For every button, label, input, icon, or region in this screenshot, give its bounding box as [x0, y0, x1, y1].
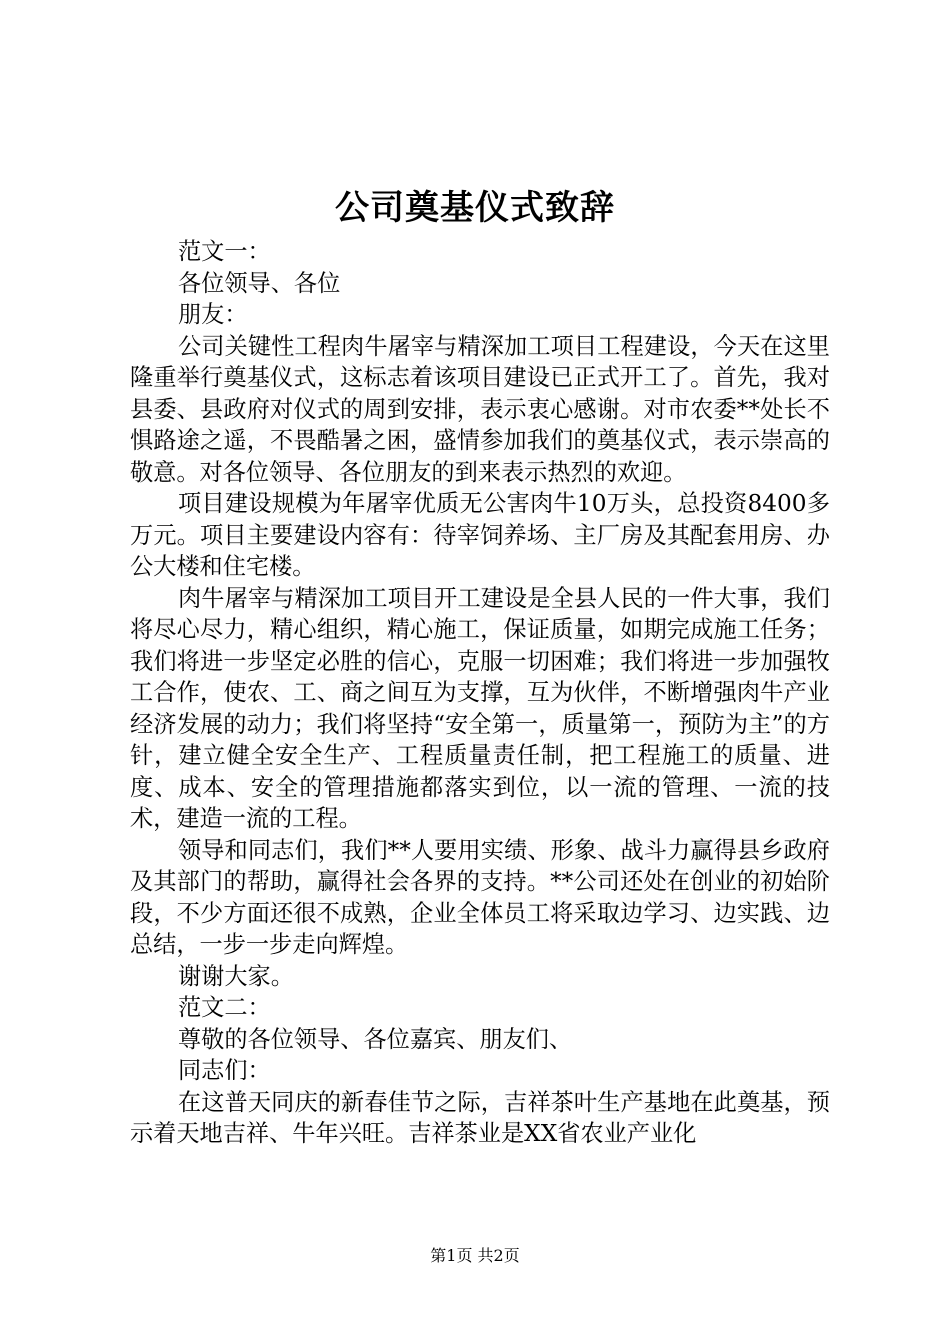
paragraph-salutation-2: 朋友： [178, 301, 248, 328]
paragraph-body-5: 在这普天同庆的新春佳节之际，吉祥茶叶生产基地在此奠基，预示着天地吉祥、牛年兴旺。吉祥茶业是XX省农业产业化 [130, 1088, 830, 1147]
paragraph-sample-one-label: 范文一： [178, 238, 271, 265]
paragraph-salutation-3: 尊敬的各位领导、各位嘉宾、朋友们、 [178, 1025, 573, 1053]
document-title: 公司奠基仪式致辞 [335, 188, 615, 228]
paragraph-body-4: 领导和同志们，我们**人要用实绩、形象、战斗力赢得县乡政府及其部门的帮助，赢得社会各界的支持。**公司还处在创业的初始阶段，不少方面还很不成熟，企业全体员工将采取边学习、边实践、边总结，一步一步走向辉煌。 [130, 836, 830, 958]
paragraph-body-1: 公司关键性工程肉牛屠宰与精深加工项目工程建设，今天在这里隆重举行奠基仪式，这标志着该项目建设已正式开工了。首先，我对县委、县政府对仪式的周到安排，表示衷心感谢。对市农委**处长不惧路途之遥，不畏酷暑之困，盛情参加我们的奠基仪式，表示崇高的敬意。对各位领导、各位朋友的到来表示热烈的欢迎。 [130, 332, 830, 486]
paragraph-thanks: 谢谢大家。 [178, 962, 294, 990]
paragraph-salutation-4: 同志们： [178, 1057, 271, 1084]
paragraph-body-3: 肉牛屠宰与精深加工项目开工建设是全县人民的一件大事，我们将尽心尽力，精心组织，精心施工，保证质量，如期完成施工任务；我们将进一步坚定必胜的信心，克服一切困难；我们将进一步加强牧工合作，使农、工、商之间互为支撑，互为伙伴，不断增强肉牛产业经济发展的动力；我们将坚持“安全第一，质量第一，预防为主”的方针，建立健全安全生产、工程质量责任制，把工程施工的质量、进度、成本、安全的管理措施都落实到位，以一流的管理、一流的技术，建造一流的工程。 [130, 584, 830, 832]
paragraph-sample-two-label: 范文二： [178, 994, 271, 1021]
paragraph-body-2: 项目建设规模为年屠宰优质无公害肉牛10万头，总投资8400多万元。项目主要建设内容有：待宰饲养场、主厂房及其配套用房、办公大楼和住宅楼。 [130, 490, 830, 580]
page-number-footer: 第1页 共2页 [430, 1246, 520, 1265]
paragraph-salutation-1: 各位领导、各位 [178, 269, 341, 297]
document-body [130, 236, 830, 1150]
